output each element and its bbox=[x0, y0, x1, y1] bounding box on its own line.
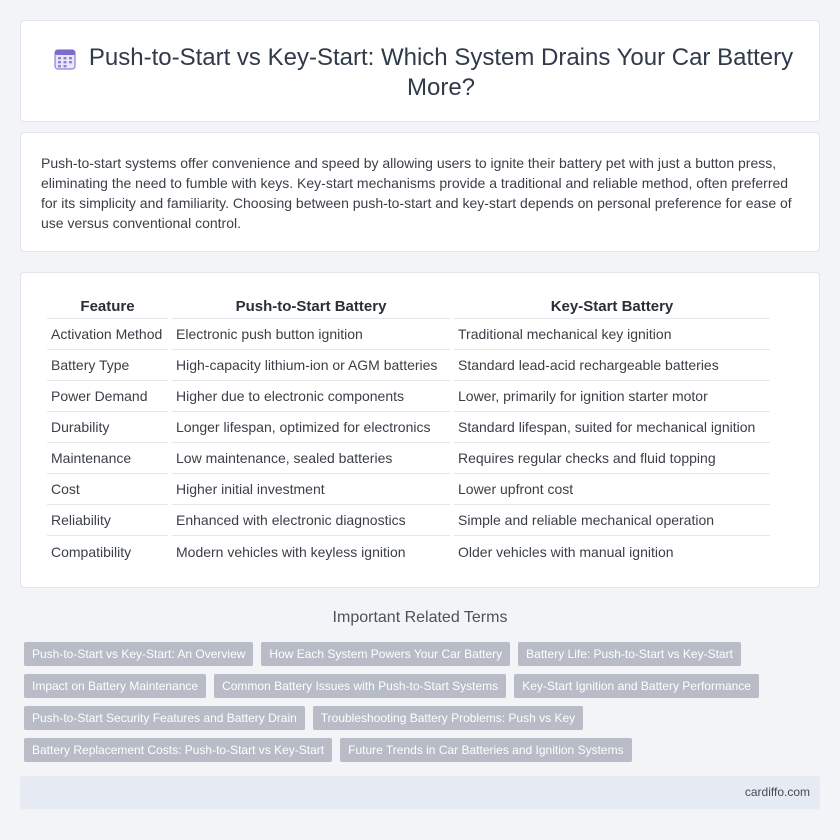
row-feature: Activation Method bbox=[47, 319, 168, 350]
footer-site-link[interactable]: cardiffo.com bbox=[744, 785, 810, 799]
row-feature: Cost bbox=[47, 474, 168, 505]
row-push-to-start: Longer lifespan, optimized for electronics bbox=[172, 412, 450, 443]
table-row bbox=[47, 412, 770, 443]
row-key-start: Older vehicles with manual ignition bbox=[458, 543, 674, 560]
header-key-start: Key-Start Battery bbox=[454, 295, 770, 319]
header-card bbox=[20, 20, 820, 122]
comparison-table bbox=[43, 295, 774, 567]
row-push-to-start: Enhanced with electronic diagnostics bbox=[172, 505, 450, 536]
row-push-to-start: Low maintenance, sealed batteries bbox=[172, 443, 450, 474]
row-key-start: Simple and reliable mechanical operation bbox=[454, 505, 770, 536]
table-row bbox=[47, 536, 770, 567]
calendar-icon bbox=[53, 47, 77, 71]
related-terms-title: Important Related Terms bbox=[332, 609, 508, 626]
related-term-link[interactable]: Common Battery Issues with Push-to-Start Systems bbox=[214, 674, 506, 698]
table-row bbox=[47, 474, 770, 505]
row-key-start: Lower upfront cost bbox=[454, 474, 770, 505]
row-key-start: Requires regular checks and fluid topping bbox=[454, 443, 770, 474]
table-header-row bbox=[47, 295, 770, 319]
row-feature: Reliability bbox=[47, 505, 168, 536]
comparison-table-card bbox=[20, 272, 820, 588]
page-title: Push-to-Start vs Key-Start: Which System Drains Your Car Battery More? bbox=[88, 44, 794, 101]
table-row bbox=[47, 505, 770, 536]
footer bbox=[20, 776, 820, 809]
intro-text: Push-to-start systems offer convenience and speed by allowing users to ignite their battery pet with just a button press, eliminating the need to fumble with keys. Key-start mechanisms provide a traditional and reliable method, often preferred for its simplicity and familiarity. Choosing between push-to-start and key-start depends on personal preference for ease of use versus conventional control. bbox=[41, 155, 792, 231]
table-row bbox=[47, 350, 770, 381]
row-feature: Power Demand bbox=[47, 381, 168, 412]
row-key-start: Lower, primarily for ignition starter motor bbox=[454, 381, 770, 412]
row-feature: Maintenance bbox=[47, 443, 168, 474]
row-push-to-start: High-capacity lithium-ion or AGM batteries bbox=[172, 350, 450, 381]
row-key-start: Standard lead-acid rechargeable batteries bbox=[454, 350, 770, 381]
header-push-to-start: Push-to-Start Battery bbox=[172, 295, 450, 319]
related-term-link[interactable]: Future Trends in Car Batteries and Ignition Systems bbox=[340, 738, 631, 762]
related-term-link[interactable]: Battery Replacement Costs: Push-to-Start vs Key-Start bbox=[24, 738, 332, 762]
related-terms-list bbox=[24, 642, 820, 762]
row-feature: Durability bbox=[47, 412, 168, 443]
related-term-link[interactable]: Push-to-Start Security Features and Battery Drain bbox=[24, 706, 305, 730]
row-push-to-start: Higher initial investment bbox=[172, 474, 450, 505]
table-row bbox=[47, 443, 770, 474]
table-row bbox=[47, 381, 770, 412]
row-key-start: Standard lifespan, suited for mechanical ignition bbox=[454, 412, 770, 443]
related-term-link[interactable]: Battery Life: Push-to-Start vs Key-Start bbox=[518, 642, 741, 666]
related-term-link[interactable]: Push-to-Start vs Key-Start: An Overview bbox=[24, 642, 253, 666]
row-push-to-start: Higher due to electronic components bbox=[172, 381, 450, 412]
related-term-link[interactable]: Impact on Battery Maintenance bbox=[24, 674, 206, 698]
related-term-link[interactable]: How Each System Powers Your Car Battery bbox=[261, 642, 510, 666]
row-push-to-start: Modern vehicles with keyless ignition bbox=[176, 543, 406, 560]
row-push-to-start: Electronic push button ignition bbox=[172, 319, 450, 350]
table-row bbox=[47, 319, 770, 350]
row-key-start: Traditional mechanical key ignition bbox=[454, 319, 770, 350]
row-feature: Battery Type bbox=[47, 350, 168, 381]
header-feature: Feature bbox=[47, 295, 168, 319]
row-feature: Compatibility bbox=[51, 543, 132, 560]
intro-card bbox=[20, 132, 820, 252]
related-term-link[interactable]: Troubleshooting Battery Problems: Push vs Key bbox=[313, 706, 583, 730]
related-term-link[interactable]: Key-Start Ignition and Battery Performance bbox=[514, 674, 759, 698]
